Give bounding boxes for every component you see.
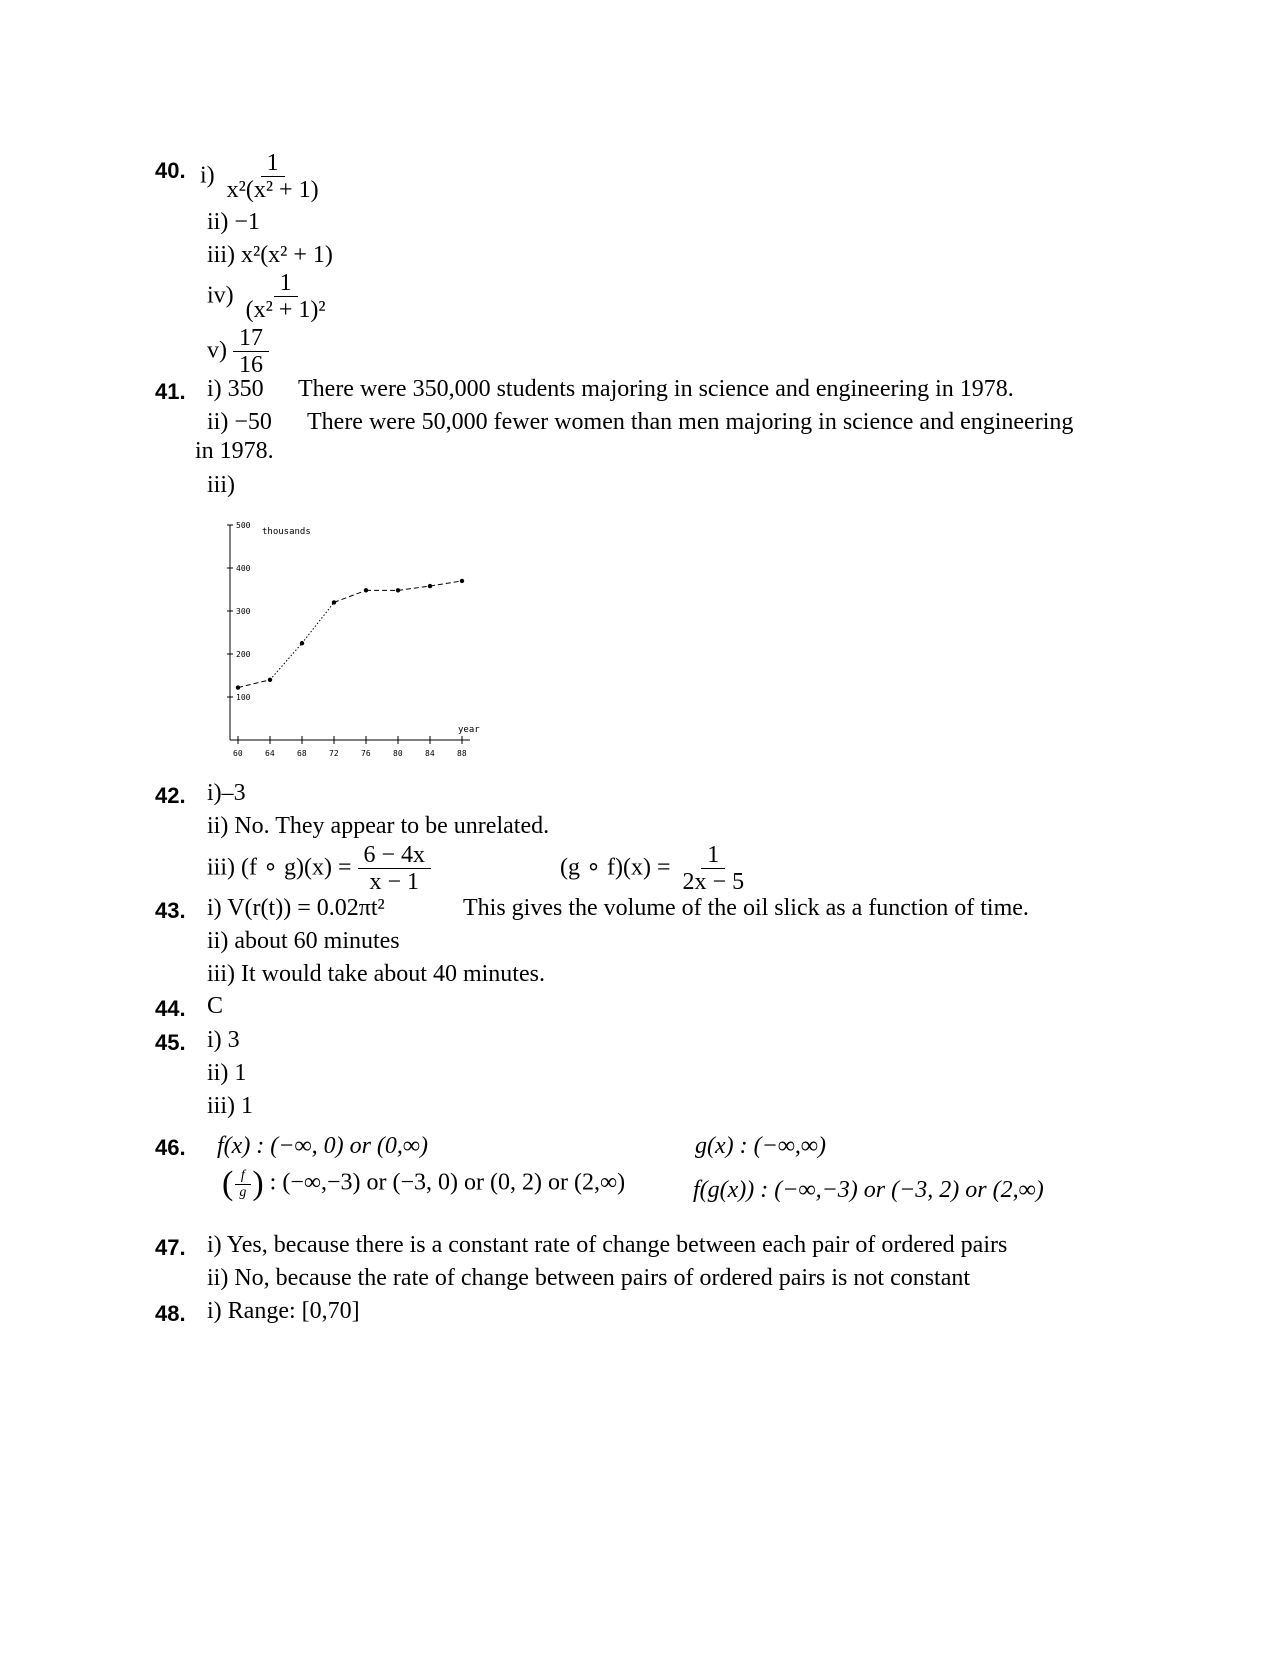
answer-43-iii: iii) It would take about 40 minutes. — [207, 961, 545, 987]
answer-41-iii: iii) — [207, 472, 235, 498]
series-segment — [334, 590, 366, 602]
denominator: x²(x² + 1) — [226, 177, 319, 204]
data-point — [268, 678, 272, 682]
y-tick-label: 100 — [236, 693, 251, 702]
chart-axes — [230, 525, 470, 740]
answer-41-ii-cont: in 1978. — [195, 438, 274, 464]
data-point — [236, 685, 240, 689]
answer-45-iii: iii) 1 — [207, 1093, 253, 1119]
data-point — [396, 588, 400, 592]
question-number: 45. — [155, 1030, 186, 1055]
x-tick-label: 60 — [233, 749, 243, 758]
answer-41-i: i) 350 — [207, 376, 264, 402]
numerator: 1 — [274, 270, 298, 297]
x-axis-label: year — [458, 725, 480, 735]
denominator: x − 1 — [369, 869, 420, 896]
quotient-domain: : (−∞,−3) or (−3, 0) or (0, 2) or (2,∞) — [269, 1169, 626, 1196]
fraction — [221, 150, 325, 204]
series-segment — [270, 643, 302, 680]
answer-42-ii: ii) No. They appear to be unrelated. — [207, 813, 550, 839]
series-segment — [302, 602, 334, 643]
paren: ) — [252, 1165, 264, 1202]
numerator: 6 − 4x — [358, 842, 432, 869]
answer-42-i: i)–3 — [207, 780, 246, 806]
line-chart — [222, 520, 492, 770]
fraction — [358, 842, 432, 896]
y-tick-label: 200 — [236, 650, 251, 659]
fraction — [233, 1168, 252, 1200]
answer-44: C — [207, 993, 224, 1019]
series-segment — [430, 581, 462, 586]
question-number: 42. — [155, 783, 186, 808]
question-number: 46. — [155, 1135, 186, 1160]
fraction — [240, 270, 332, 324]
numerator: 17 — [233, 325, 269, 352]
denominator: 2x − 5 — [682, 869, 745, 896]
answer-46-f-domain: f(x) : (−∞, 0) or (0,∞) — [217, 1133, 429, 1159]
answer-45-i: i) 3 — [207, 1027, 240, 1053]
x-tick-label: 72 — [329, 749, 339, 758]
answer-43-ii: ii) about 60 minutes — [207, 928, 400, 954]
answer-45-ii: ii) 1 — [207, 1060, 247, 1086]
data-point — [332, 600, 336, 604]
answer-47-i: i) Yes, because there is a constant rate of change between each pair of ordered pairs — [207, 1232, 1008, 1258]
answer-43-i-text: This gives the volume of the oil slick as a function of time. — [463, 895, 1029, 921]
question-number: 47. — [155, 1235, 186, 1260]
data-point — [300, 641, 304, 645]
answer-43-i: i) V(r(t)) = 0.02πt² — [207, 895, 385, 921]
answer-41-i-text: There were 350,000 students majoring in science and engineering in 1978. — [298, 376, 1014, 402]
y-axis-label: thousands — [262, 527, 311, 537]
chart-series — [236, 579, 464, 690]
chart-ticks — [227, 521, 467, 758]
item-label: i) — [200, 162, 215, 189]
data-point — [364, 588, 368, 592]
answer-48-i: i) Range: [0,70] — [207, 1298, 360, 1324]
x-tick-label: 80 — [393, 749, 403, 758]
x-tick-label: 76 — [361, 749, 371, 758]
composition-label: (g ∘ f)(x) = — [560, 854, 671, 881]
question-number: 43. — [155, 898, 186, 923]
answer-42-gf — [560, 842, 750, 896]
composition-label: iii) (f ∘ g)(x) = — [207, 854, 352, 881]
numerator: 1 — [701, 842, 725, 869]
y-tick-label: 400 — [236, 564, 251, 573]
data-point — [428, 584, 432, 588]
denominator: 16 — [239, 352, 263, 379]
item-label: v) — [207, 337, 227, 364]
question-number: 44. — [155, 996, 186, 1021]
series-segment — [398, 586, 430, 590]
y-tick-label: 500 — [236, 521, 251, 530]
question-number: 40. — [155, 158, 186, 183]
denominator: g — [239, 1184, 247, 1200]
answer-42-iii — [207, 842, 431, 896]
item-label: iv) — [207, 282, 234, 309]
answer-40-v — [207, 325, 269, 379]
numerator: f — [235, 1168, 251, 1184]
y-tick-label: 300 — [236, 607, 251, 616]
answer-47-ii: ii) No, because the rate of change between pairs of ordered pairs is not constant — [207, 1265, 971, 1291]
answer-40-i — [200, 150, 325, 204]
x-tick-label: 64 — [265, 749, 275, 758]
x-tick-label: 88 — [457, 749, 467, 758]
denominator: (x² + 1)² — [245, 297, 326, 324]
answer-40-iii: iii) x²(x² + 1) — [207, 242, 333, 268]
x-tick-label: 68 — [297, 749, 307, 758]
series-segment — [238, 680, 270, 688]
fraction — [233, 325, 269, 379]
paren: ( — [222, 1165, 234, 1202]
answer-41-ii: ii) −50 — [207, 409, 272, 435]
answer-46-quotient — [222, 1165, 625, 1203]
answer-41-ii-text: There were 50,000 fewer women than men majoring in science and engineering — [307, 409, 1074, 435]
fraction — [677, 842, 751, 896]
answer-46-composite-domain: f(g(x)) : (−∞,−3) or (−3, 2) or (2,∞) — [693, 1177, 1044, 1203]
question-number: 48. — [155, 1301, 186, 1326]
question-number: 41. — [155, 379, 186, 404]
numerator: 1 — [261, 150, 285, 177]
data-point — [460, 579, 464, 583]
x-tick-label: 84 — [425, 749, 435, 758]
answer-40-ii: ii) −1 — [207, 209, 260, 235]
answer-46-g-domain: g(x) : (−∞,∞) — [695, 1133, 827, 1159]
answer-40-iv — [207, 270, 332, 324]
